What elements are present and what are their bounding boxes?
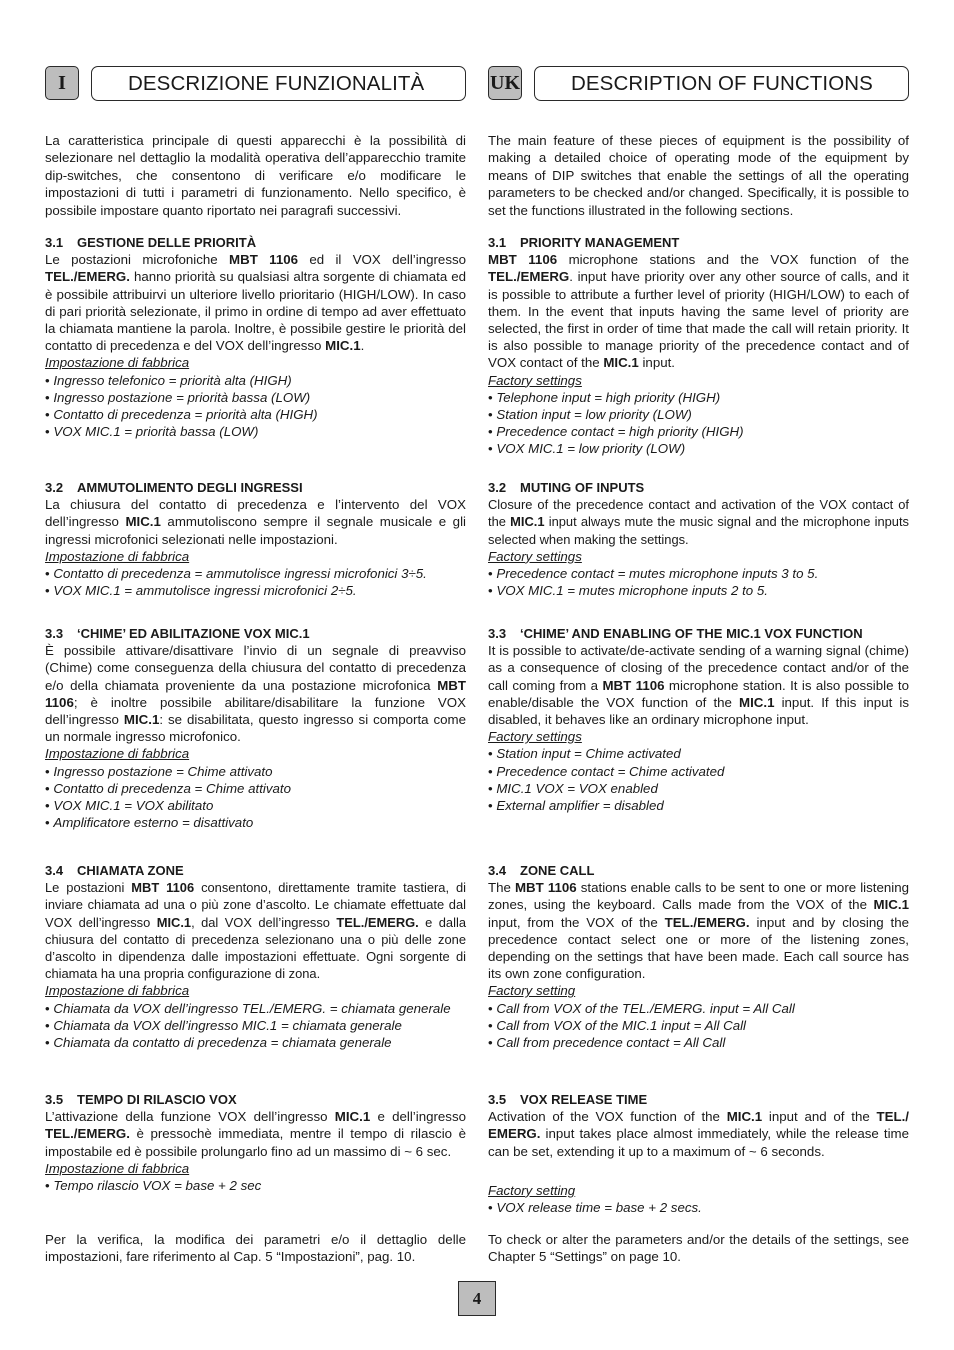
section-3-2-it xyxy=(45,479,466,599)
heading-3-2-uk: 3.2 MUTING OF INPUTS xyxy=(488,480,645,495)
list-item: • Precedence contact = Chime activated xyxy=(488,763,909,780)
factory-settings-label: Factory setting xyxy=(488,983,576,999)
heading-3-5-uk: 3.5 VOX RELEASE TIME xyxy=(488,1092,648,1107)
heading-3-3-uk: 3.3 ‘CHIME’ AND ENABLING OF THE MIC.1 VOX FUNCTION xyxy=(488,626,863,641)
list-item: • VOX MIC.1 = ammutolisce ingressi microfonici 2÷5. xyxy=(45,582,466,599)
section-title-it: DESCRIZIONE FUNZIONALITÀ xyxy=(91,66,466,101)
list-item: • VOX MIC.1 = mutes microphone inputs 2 to 5. xyxy=(488,582,909,599)
closing-paragraph-it: Per la verifica, la modifica dei parametri e/o il dettaglio delle impostazioni, fare riferimento al Cap. 5 “Impostazioni”, pag. 10. xyxy=(45,1232,466,1265)
factory-settings-label: Impostazione di fabbrica xyxy=(45,983,190,999)
factory-settings-list xyxy=(45,763,466,832)
body-3-3-it: È possibile attivare/disattivare l’invio di un segnale di preavviso (Chime) come conseguenza della chiusura del contatto di precedenza e/o della chiamata proveniente da una postazione microfonica MBT 1106; è inoltre possibile abilitare/disabilitare la funzione VOX dell’ingresso MIC.1: se disabilitata, questo ingresso si comporta come un normale ingresso microfonico. xyxy=(45,643,466,745)
language-badge-it: I xyxy=(45,66,79,100)
section-title-uk: DESCRIPTION OF FUNCTIONS xyxy=(534,66,909,101)
factory-settings-list xyxy=(488,1199,909,1216)
factory-settings-label: Factory settings xyxy=(488,372,582,388)
section-3-3-it xyxy=(45,625,466,831)
list-item: • Call from precedence contact = All Call xyxy=(488,1034,909,1051)
language-badge-uk: UK xyxy=(488,66,522,100)
factory-settings-list xyxy=(488,389,909,458)
factory-settings-list xyxy=(45,1177,466,1194)
intro-paragraph-it: La caratteristica principale di questi apparecchi è la possibilità di selezionare nel dettaglio la modalità operativa dell’apparecchio tramite dip-switches, che consentono di verificare e/o modificare le impostazioni di tutti i parametri di funzionamento. Nello specifico, è possibile impostare quanto riportato nei paragrafi successivi. xyxy=(45,133,466,218)
factory-settings-label: Factory setting xyxy=(488,1182,576,1198)
heading-3-4-uk: 3.4 ZONE CALL xyxy=(488,863,595,878)
list-item: • VOX MIC.1 = VOX abilitato xyxy=(45,797,466,814)
body-3-4-uk: The MBT 1106 stations enable calls to be sent to one or more listening zones, using the keyboard. Calls made from the VOX of the MIC.1 input, from the VOX of the TEL./EMERG. input and by closing the precedence contact select one or more of the listening zones, depending on the settings that have been made. Each call source has its own zone configuration. xyxy=(488,880,909,982)
section-3-3-uk xyxy=(488,625,909,814)
list-item: • Tempo rilascio VOX = base + 2 sec xyxy=(45,1177,466,1194)
list-item: • Amplificatore esterno = disattivato xyxy=(45,814,466,831)
closing-paragraph-uk: To check or alter the parameters and/or the details of the settings, see Chapter 5 “Settings” on page 10. xyxy=(488,1232,909,1265)
list-item: • Precedence contact = mutes microphone inputs 3 to 5. xyxy=(488,565,909,582)
list-item: • Call from VOX of the TEL./EMERG. input = All Call xyxy=(488,1000,909,1017)
factory-settings-label: Factory settings xyxy=(488,729,582,745)
body-3-5-uk: Activation of the VOX function of the MIC.1 input and of the TEL./ EMERG. input takes place almost immediately, while the release time can be set, extending it up to a maximum of ~ 6 seconds. xyxy=(488,1109,909,1159)
body-3-4-it: Le postazioni MBT 1106 consentono, direttamente tramite tastiera, di inviare chiamata ad una o più zone d’ascolto. Le chiamate effettuate dal VOX dell’ingresso MIC.1, dal VOX dell’ingresso TEL./EMERG. e dalla chiusura del contatto di precedenza selezionano una o più delle zone d’ascolto in dipendenza dalle impostazioni effettuate. Ogni sorgente di chiamata ha una propria configurazione di zona. xyxy=(45,880,467,982)
list-item: • Telephone input = high priority (HIGH) xyxy=(488,389,909,406)
heading-3-5-it: 3.5 TEMPO DI RILASCIO VOX xyxy=(45,1092,237,1107)
factory-settings-label: Impostazione di fabbrica xyxy=(45,548,190,564)
body-3-3-uk: It is possible to activate/de-activate sending of a warning signal (chime) as a consequence of closing of the precedence contact and/or of the call coming from a MBT 1106 microphone station. It is also possible to enable/disable the VOX function of the MIC.1 input. If this input is disabled, it behaves like an ordinary microphone input. xyxy=(488,643,909,728)
list-item: • Contatto di precedenza = priorità alta (HIGH) xyxy=(45,406,466,423)
list-item: • Station input = low priority (LOW) xyxy=(488,406,909,423)
section-3-4-it xyxy=(45,862,466,1051)
factory-settings-list xyxy=(488,565,909,599)
list-item: • Precedence contact = high priority (HIGH) xyxy=(488,423,909,440)
factory-settings-label: Impostazione di fabbrica xyxy=(45,746,190,762)
factory-settings-list xyxy=(488,1000,909,1052)
heading-3-4-it: 3.4 CHIAMATA ZONE xyxy=(45,863,184,878)
list-item: • External amplifier = disabled xyxy=(488,797,909,814)
body-3-2-uk: Closure of the precedence contact and activation of the VOX contact of the MIC.1 input always mute the music signal and the microphone inputs selected when making the settings. xyxy=(488,497,909,547)
section-3-1-uk xyxy=(488,234,909,458)
factory-settings-list xyxy=(45,1000,466,1052)
heading-3-1-uk: 3.1 PRIORITY MANAGEMENT xyxy=(488,235,680,250)
section-3-5-it xyxy=(45,1091,466,1194)
section-3-1-it xyxy=(45,234,466,440)
list-item: • Ingresso postazione = Chime attivato xyxy=(45,763,466,780)
list-item: • MIC.1 VOX = VOX enabled xyxy=(488,780,909,797)
list-item: • Contatto di precedenza = ammutolisce ingressi microfonici 3÷5. xyxy=(45,565,466,582)
list-item: • Station input = Chime activated xyxy=(488,745,909,762)
factory-settings-list xyxy=(45,372,466,441)
list-item: • Contatto di precedenza = Chime attivato xyxy=(45,780,466,797)
list-item: • Ingresso postazione = priorità bassa (LOW) xyxy=(45,389,466,406)
list-item: • Chiamata da VOX dell’ingresso TEL./EMERG. = chiamata generale xyxy=(45,1000,466,1017)
body-3-1-uk: MBT 1106 microphone stations and the VOX function of the TEL./EMERG. input have priority over any other source of calls, and it is possible to attribute a further level of priority (HIGH/LOW) to each of them. In the event that inputs having the same level of priority are selected, the first in order of time that made the call will retain priority. It is also possible to manage priority of the precedence contact and of VOX contact of the MIC.1 input. xyxy=(488,252,909,371)
factory-settings-list xyxy=(45,565,466,599)
list-item: • VOX MIC.1 = low priority (LOW) xyxy=(488,440,909,457)
heading-3-2-it: 3.2 AMMUTOLIMENTO DEGLI INGRESSI xyxy=(45,480,303,495)
list-item: • Ingresso telefonico = priorità alta (HIGH) xyxy=(45,372,466,389)
list-item: • VOX release time = base + 2 secs. xyxy=(488,1199,909,1216)
intro-paragraph-uk: The main feature of these pieces of equipment is the possibility of making a detailed choice of operating mode of the equipment by means of DIP switches that enable the settings of all the operating parameters to be checked and/or changed. Specifically, it is possible to set the functions illustrated in the following sections. xyxy=(488,133,909,218)
factory-settings-label: Impostazione di fabbrica xyxy=(45,1160,190,1176)
section-3-4-uk xyxy=(488,862,909,1051)
page-number: 4 xyxy=(458,1281,496,1316)
section-3-5-uk xyxy=(488,1091,909,1216)
body-3-2-it: La chiusura del contatto di precedenza e l’intervento del VOX dell’ingresso MIC.1 ammutoliscono sempre il segnale musicale e gli ingressi microfonici selezionati nelle impostazioni. xyxy=(45,497,466,547)
factory-settings-label: Impostazione di fabbrica xyxy=(45,355,190,371)
body-3-5-it: L’attivazione della funzione VOX dell’ingresso MIC.1 e dell’ingresso TEL./EMERG. è pressochè immediata, mentre il tempo di rilascio è impostabile ed è possibile prolungarlo fino ad un massimo di ~ 6 sec. xyxy=(45,1109,467,1159)
factory-settings-list xyxy=(488,745,909,814)
body-3-1-it: Le postazioni microfoniche MBT 1106 ed il VOX dell’ingresso TEL./EMERG. hanno priorità su qualsiasi altra sorgente di chiamata ed è possibile attribuirvi un ulteriore livello prioritario (HIGH/LOW). In caso di pari priorità selezionate, il primo in ordine di tempo ad aver effettuato la chiamata mantiene la parola. Inoltre, è possibile gestire le priorità del contatto di precedenza e del VOX dell’ingresso MIC.1. xyxy=(45,252,467,354)
heading-3-1-it: 3.1 GESTIONE DELLE PRIORITÀ xyxy=(45,235,257,250)
factory-settings-label: Factory settings xyxy=(488,548,582,564)
list-item: • Call from VOX of the MIC.1 input = All Call xyxy=(488,1017,909,1034)
list-item: • VOX MIC.1 = priorità bassa (LOW) xyxy=(45,423,466,440)
list-item: • Chiamata da VOX dell’ingresso MIC.1 = chiamata generale xyxy=(45,1017,466,1034)
heading-3-3-it: 3.3 ‘CHIME’ ED ABILITAZIONE VOX MIC.1 xyxy=(45,626,310,641)
section-3-2-uk xyxy=(488,479,909,599)
list-item: • Chiamata da contatto di precedenza = chiamata generale xyxy=(45,1034,466,1051)
